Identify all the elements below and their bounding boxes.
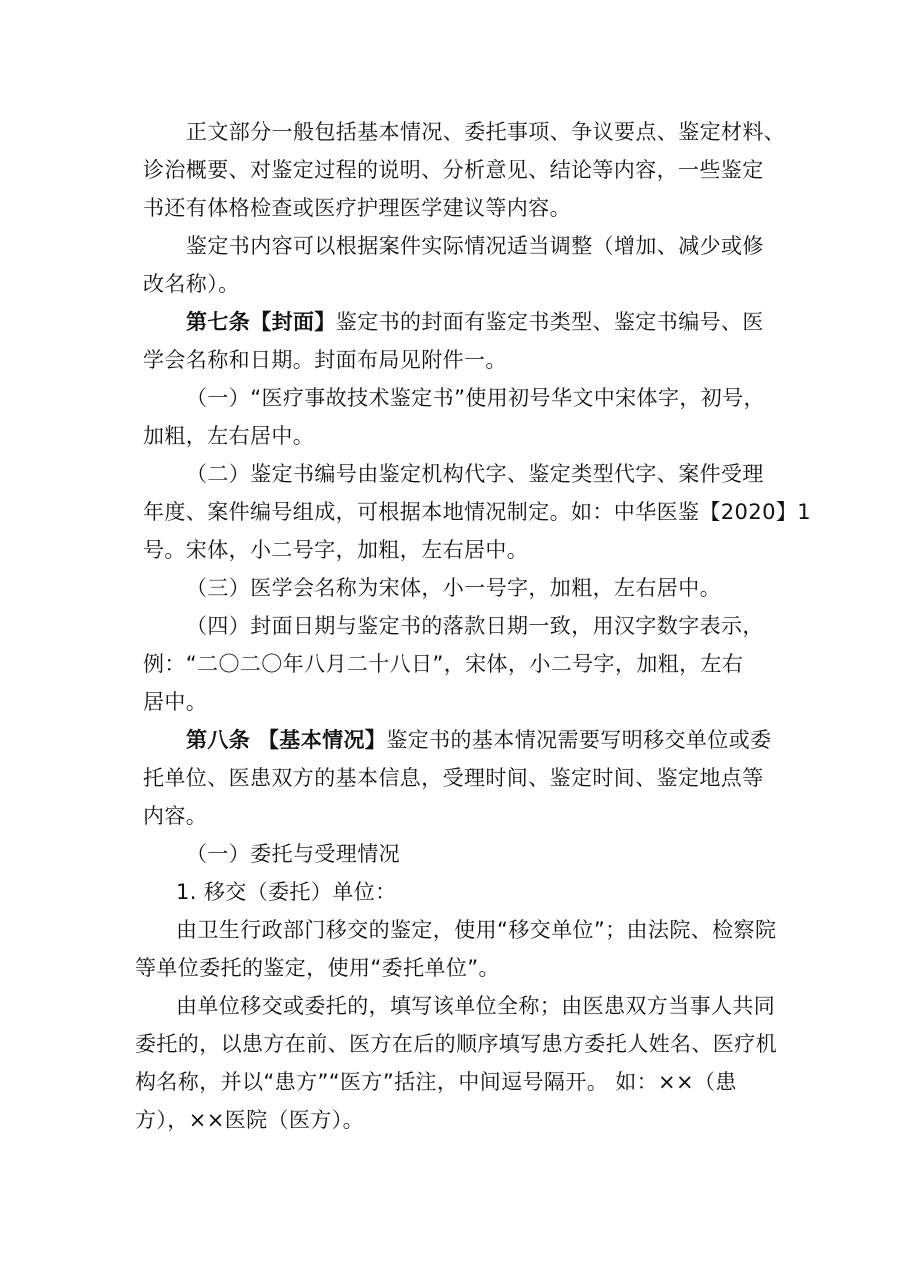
paragraph-line: （四）封面日期与鉴定书的落款日期一致，用汉字数字表示， xyxy=(186,614,764,638)
paragraph-line: 正文部分一般包括基本情况、委托事项、争议要点、鉴定材料、 xyxy=(186,120,786,144)
article-8-text: 鉴定书的基本情况需要写明移交单位或委 xyxy=(386,728,772,752)
paragraph-line: （三）医学会名称为宋体，小一号字，加粗，左右居中。 xyxy=(186,576,721,600)
paragraph-line: 年度、案件编号组成，可根据本地情况制定。如：中华医鉴【2020】1 xyxy=(143,500,812,524)
paragraph-line: 1. 移交（委托）单位： xyxy=(176,880,397,904)
article-7-line xyxy=(186,307,764,337)
paragraph-line: 例：“二〇二〇年八月二十八日”，宋体，小二号字，加粗，左右 xyxy=(143,652,744,676)
paragraph-line: 学会名称和日期。封面布局见附件一。 xyxy=(143,348,507,372)
article-7-text: 鉴定书的封面有鉴定书类型、鉴定书编号、医 xyxy=(335,310,764,334)
paragraph-line: 书还有体格检查或医疗护理医学建议等内容。 xyxy=(143,196,571,220)
paragraph-line: 方），××医院（医方）。 xyxy=(135,1108,364,1132)
article-8-line xyxy=(186,725,772,755)
paragraph-line: 托单位、医患双方的基本信息，受理时间、鉴定时间、鉴定地点等 xyxy=(143,766,764,790)
paragraph-line: 号。宋体，小二号字，加粗，左右居中。 xyxy=(143,538,529,562)
paragraph-line: 构名称，并以“患方”“医方”括注，中间逗号隔开。 如：××（患 xyxy=(135,1070,737,1094)
paragraph-line: 加粗，左右居中。 xyxy=(143,424,315,448)
article-8-heading: 第八条 【基本情况】 xyxy=(186,728,387,752)
paragraph-line: 由卫生行政部门移交的鉴定，使用“移交单位”；由法院、检察院 xyxy=(176,918,777,942)
paragraph-line: 内容。 xyxy=(143,804,208,828)
paragraph-line: 改名称）。 xyxy=(143,272,240,296)
paragraph-line: （一）委托与受理情况 xyxy=(186,842,400,866)
article-7-heading: 第七条【封面】 xyxy=(186,310,336,334)
paragraph-line: 等单位委托的鉴定，使用“委托单位”。 xyxy=(135,956,500,980)
paragraph-line: （二）鉴定书编号由鉴定机构代字、鉴定类型代字、案件受理 xyxy=(186,462,764,486)
paragraph-line: 诊治概要、对鉴定过程的说明、分析意见、结论等内容，一些鉴定 xyxy=(143,158,764,182)
paragraph-line: （一）“医疗事故技术鉴定书”使用初号华文中宋体字，初号， xyxy=(186,386,765,410)
paragraph-line: 居中。 xyxy=(143,690,208,714)
paragraph-line: 委托的，以患方在前、医方在后的顺序填写患方委托人姓名、医疗机 xyxy=(135,1032,777,1056)
paragraph-line: 由单位移交或委托的，填写该单位全称；由医患双方当事人共同 xyxy=(176,994,776,1018)
paragraph-line: 鉴定书内容可以根据案件实际情况适当调整（增加、减少或修 xyxy=(186,234,764,258)
